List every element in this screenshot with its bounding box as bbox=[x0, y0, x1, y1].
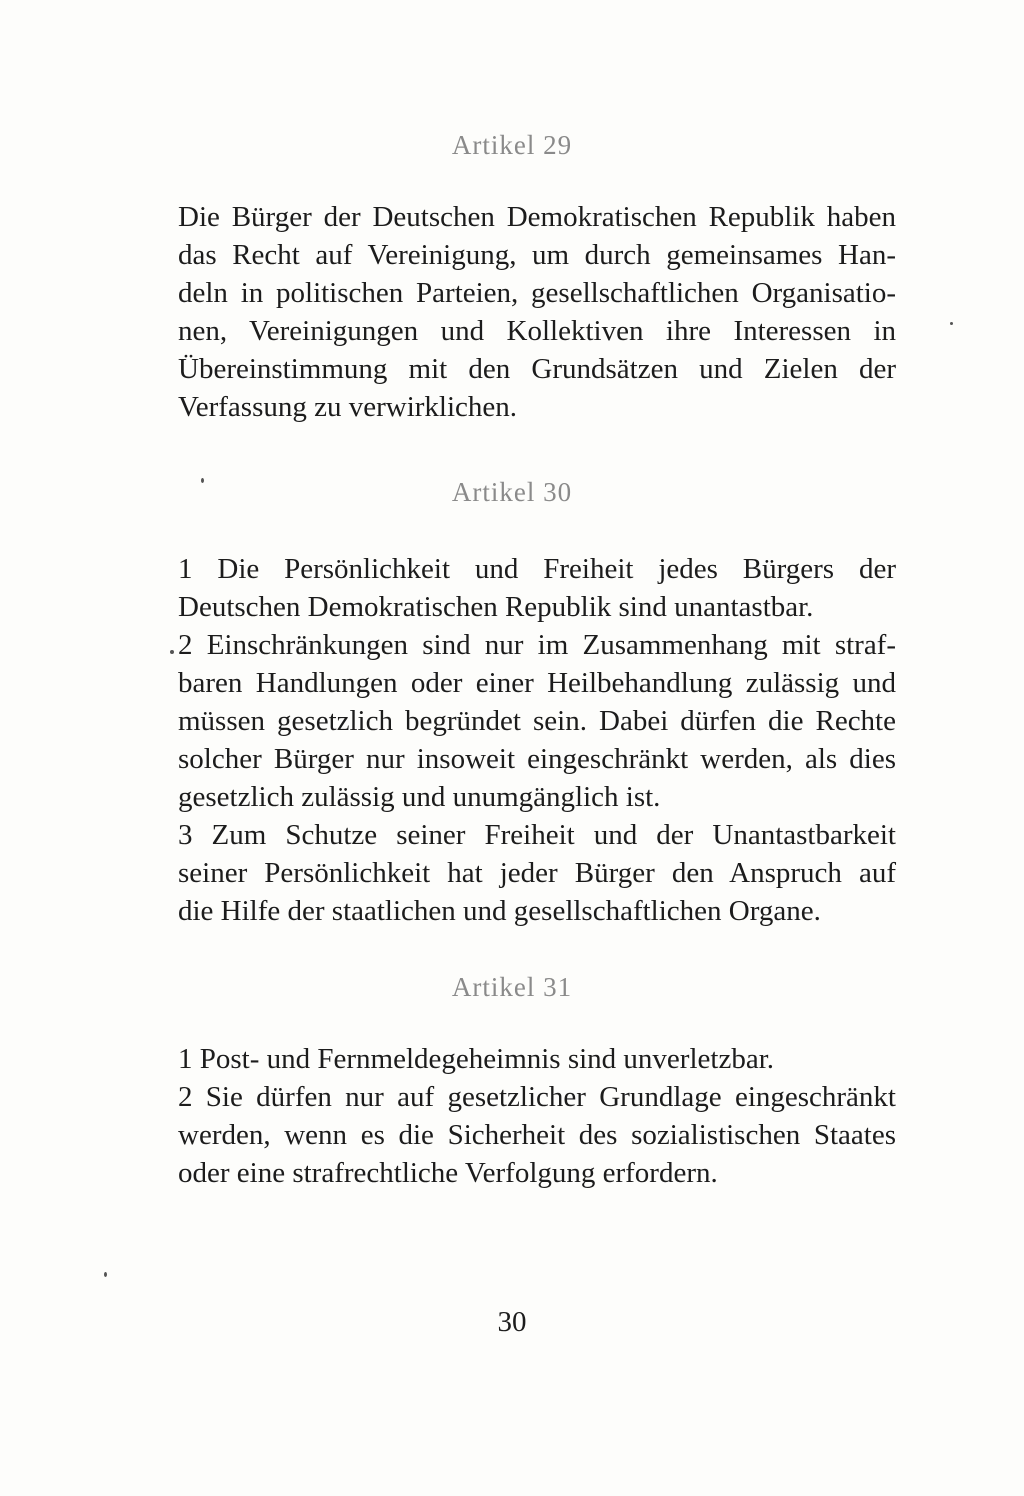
text-line: gesetzlich zulässig und unumgänglich ist. bbox=[178, 781, 661, 813]
text-line: müssen gesetzlich begründet sein. Dabei dürfen die Rechte bbox=[178, 705, 896, 737]
scan-speck bbox=[170, 650, 174, 654]
scan-speck bbox=[104, 1272, 107, 1277]
text-line: seiner Persönlichkeit hat jeder Bürger den Anspruch auf bbox=[178, 857, 896, 889]
text-line: 1 Die Persönlichkeit und Freiheit jedes Bürgers der bbox=[178, 553, 896, 585]
article-31-body bbox=[178, 1040, 896, 1192]
scan-speck bbox=[201, 478, 204, 483]
text-line: 3 Zum Schutze seiner Freiheit und der Unantastbarkeit bbox=[178, 819, 896, 851]
text-line: deln in politischen Parteien, gesellschaftlichen Organisatio- bbox=[178, 277, 896, 309]
article-30-heading: Artikel 30 bbox=[451, 477, 573, 507]
text-line: 2 Einschränkungen sind nur im Zusammenhang mit straf- bbox=[178, 629, 896, 661]
text-line: solcher Bürger nur insoweit eingeschränkt werden, als dies bbox=[178, 743, 896, 775]
text-line: Die Bürger der Deutschen Demokratischen Republik haben bbox=[178, 201, 896, 233]
text-line: oder eine strafrechtliche Verfolgung erfordern. bbox=[178, 1157, 718, 1189]
article-29-heading: Artikel 29 bbox=[451, 130, 573, 160]
text-line: das Recht auf Vereinigung, um durch gemeinsames Han- bbox=[178, 239, 896, 271]
text-line: Übereinstimmung mit den Grundsätzen und Zielen der bbox=[178, 353, 896, 385]
page-number: 30 bbox=[497, 1306, 527, 1338]
text-line: die Hilfe der staatlichen und gesellschaftlichen Organe. bbox=[178, 895, 821, 927]
text-line: 2 Sie dürfen nur auf gesetzlicher Grundlage eingeschränkt bbox=[178, 1081, 896, 1113]
text-line: Verfassung zu verwirklichen. bbox=[178, 391, 518, 423]
text-line: werden, wenn es die Sicherheit des sozialistischen Staates bbox=[178, 1119, 896, 1151]
article-29-body bbox=[178, 198, 896, 426]
article-31-heading: Artikel 31 bbox=[451, 972, 573, 1002]
text-line: nen, Vereinigungen und Kollektiven ihre Interessen in bbox=[178, 315, 896, 347]
text-line: baren Handlungen oder einer Heilbehandlung zulässig und bbox=[178, 667, 896, 699]
article-30-body bbox=[178, 550, 896, 930]
scan-speck bbox=[950, 322, 953, 325]
text-line: 1 Post- und Fernmeldegeheimnis sind unverletzbar. bbox=[178, 1043, 775, 1075]
text-line: Deutschen Demokratischen Republik sind unantastbar. bbox=[178, 591, 814, 623]
